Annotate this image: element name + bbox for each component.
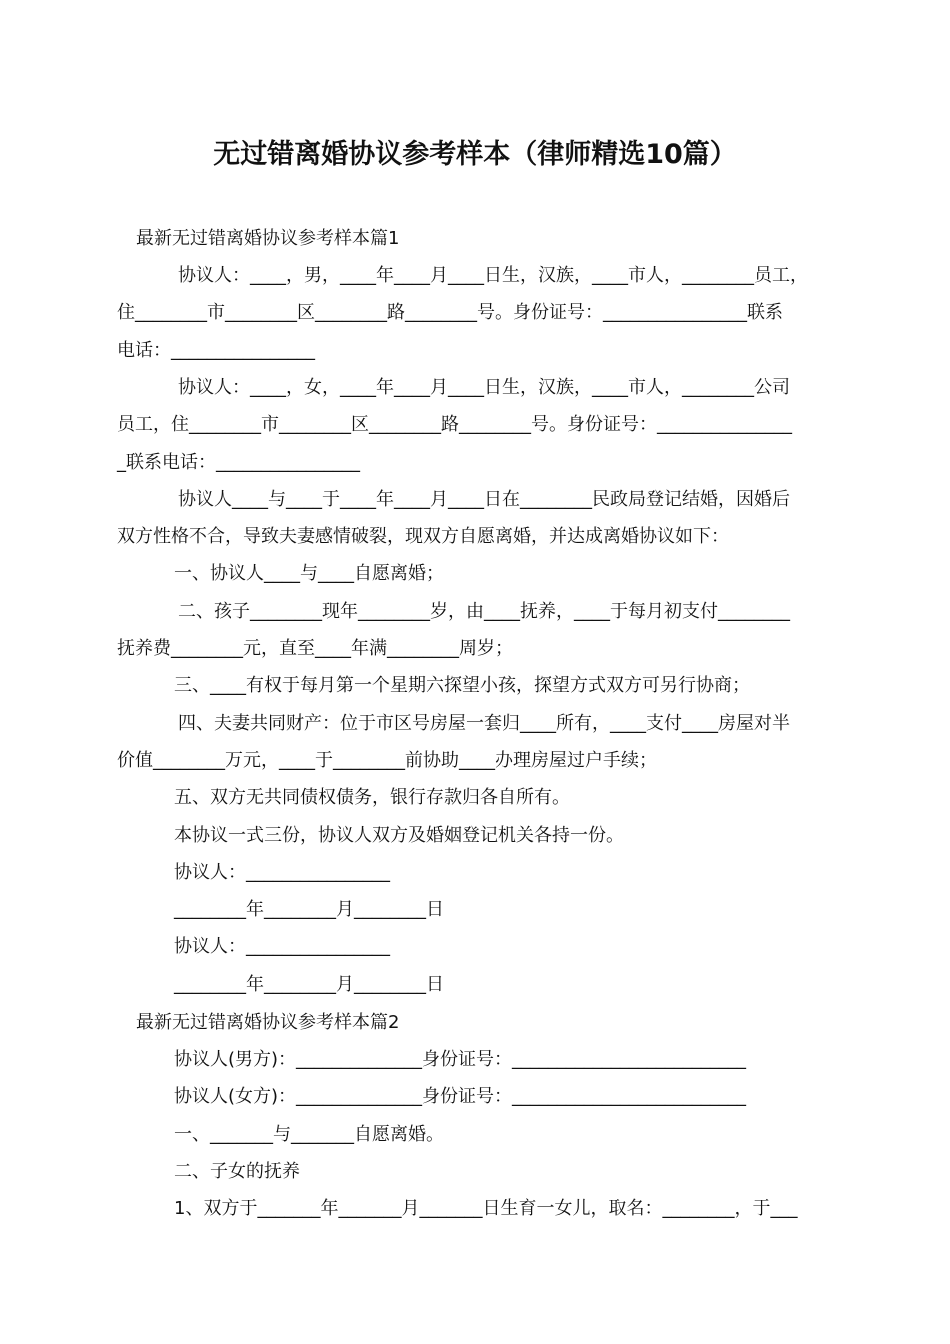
paragraph-line: 住________市________区________路________号。身份证号：________________联系 <box>117 302 783 323</box>
signature-line: 协议人：________________ <box>174 936 390 957</box>
clause-line: 五、双方无共同债权债务，银行存款归各自所有。 <box>174 787 570 808</box>
section-heading-1: 最新无过错离婚协议参考样本篇1 <box>136 228 400 249</box>
clause-line: 价值________万元，____于________前协助____办理房屋过户手续； <box>117 750 657 771</box>
date-line: ________年________月________日 <box>174 974 444 995</box>
clause-line: 四、夫妻共同财产：位于市区号房屋一套归____所有，____支付____房屋对半 <box>178 713 790 734</box>
clause-line: 1、双方于_______年_______月_______日生育一女儿，取名：________，于___ <box>174 1198 798 1219</box>
clause-line: 二、子女的抚养 <box>174 1161 300 1182</box>
clause-line: 三、____有权于每月第一个星期六探望小孩，探望方式双方可另行协商； <box>174 675 750 696</box>
paragraph-line: 本协议一式三份，协议人双方及婚姻登记机关各持一份。 <box>174 825 624 846</box>
clause-line: 二、孩子________现年________岁，由____抚养，____于每月初支付________ <box>178 601 790 622</box>
clause-line: 抚养费________元，直至____年满________周岁； <box>117 638 513 659</box>
clause-line: 一、_______与_______自愿离婚。 <box>174 1124 444 1145</box>
party-line: 协议人(男方)：______________身份证号：__________________________ <box>174 1049 747 1070</box>
clause-line: 一、协议人____与____自愿离婚； <box>174 563 444 584</box>
paragraph-line: 员工，住________市________区________路________号。身份证号：_______________ <box>117 414 792 435</box>
party-line: 协议人(女方)：______________身份证号：__________________________ <box>174 1086 747 1107</box>
date-line: ________年________月________日 <box>174 899 444 920</box>
document-title: 无过错离婚协议参考样本（律师精选10篇） <box>213 139 737 170</box>
paragraph-line: _联系电话：________________ <box>117 452 360 473</box>
paragraph-line: 协议人：____，女，____年____月____日生，汉族，____市人，________公司 <box>178 377 790 398</box>
paragraph-line: 协议人：____，男，____年____月____日生，汉族，____市人，________员工， <box>178 265 808 286</box>
paragraph-line: 双方性格不合，导致夫妻感情破裂，现双方自愿离婚，并达成离婚协议如下： <box>117 526 729 547</box>
paragraph-line: 协议人____与____于____年____月____日在________民政局登记结婚，因婚后 <box>178 489 790 510</box>
signature-line: 协议人：________________ <box>174 862 390 883</box>
paragraph-line: 电话：________________ <box>117 340 315 361</box>
section-heading-2: 最新无过错离婚协议参考样本篇2 <box>136 1012 400 1033</box>
